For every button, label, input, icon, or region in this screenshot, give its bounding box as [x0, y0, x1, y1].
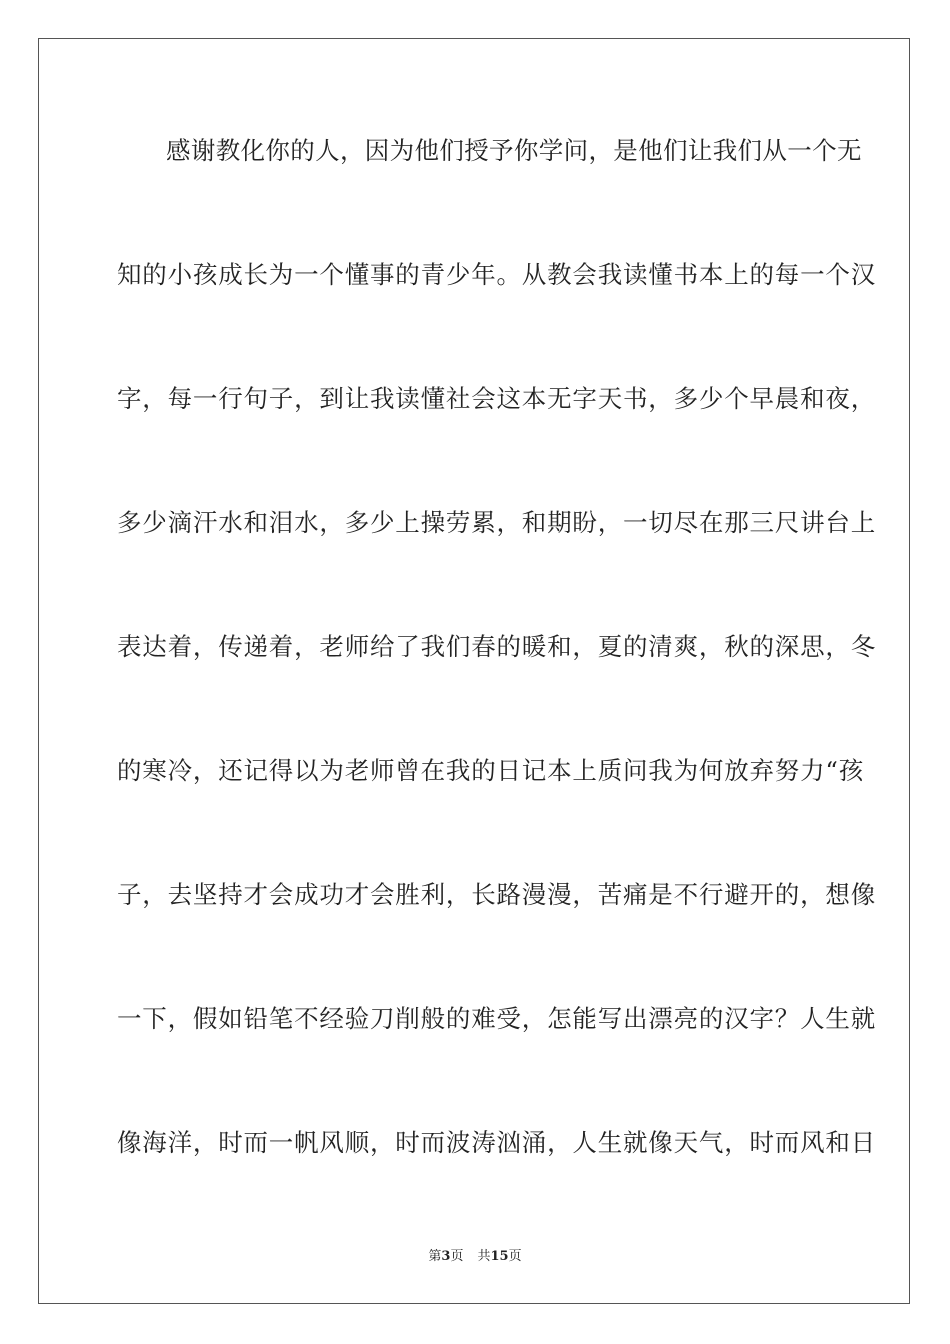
text-line: 多少滴汗水和泪水，多少上操劳累，和期盼，一切尽在那三尺讲台上 [117, 508, 876, 537]
text-line: 表达着，传递着，老师给了我们春的暖和，夏的清爽，秋的深思，冬 [117, 632, 876, 661]
page-suffix: 页 [450, 1249, 464, 1264]
text-line: 感谢教化你的人，因为他们授予你学问，是他们让我们从一个无 [166, 136, 862, 165]
text-line: 一下，假如铅笔不经验刀削般的难受，怎能写出漂亮的汉字？人生就 [117, 1004, 876, 1033]
total-prefix: 共 [477, 1249, 491, 1264]
text-line: 字，每一行句子，到让我读懂社会这本无字天书，多少个早晨和夜， [117, 384, 876, 413]
page-prefix: 第 [428, 1249, 442, 1264]
total-suffix: 页 [508, 1249, 522, 1264]
text-line: 的寒冷，还记得以为老师曾在我的日记本上质问我为何放弃努力“孩 [117, 756, 865, 785]
total-pages: 15 [490, 1249, 509, 1264]
body-text [117, 120, 876, 1174]
page-number: 3 [441, 1249, 451, 1264]
page-footer [0, 1245, 950, 1264]
text-line: 知的小孩成长为一个懂事的青少年。从教会我读懂书本上的每一个汉 [117, 260, 876, 289]
text-line: 子，去坚持才会成功才会胜利，长路漫漫，苦痛是不行避开的，想像 [117, 880, 876, 909]
text-line: 像海洋，时而一帆风顺，时而波涛汹涌，人生就像天气，时而风和日 [117, 1128, 876, 1157]
